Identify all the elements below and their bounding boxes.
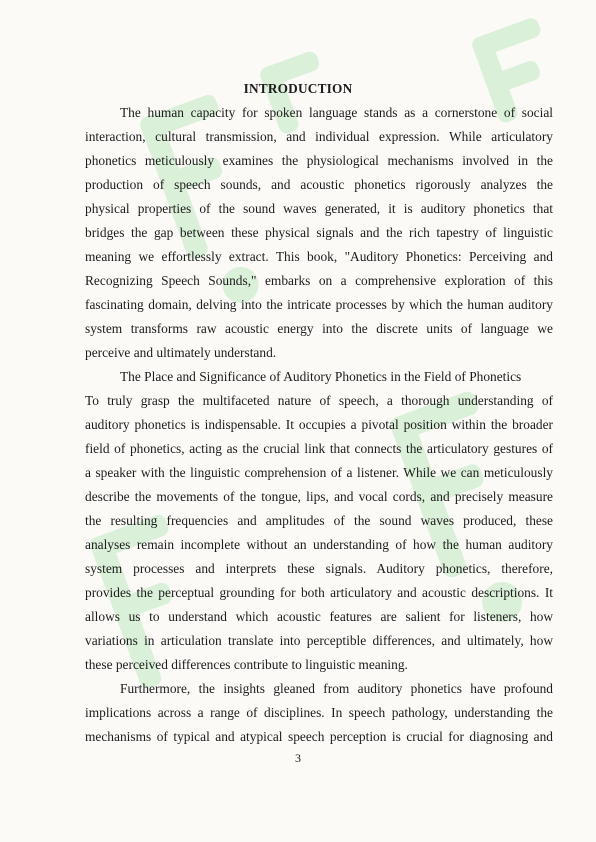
text-line: field of phonetics, acting as the crucial link that connects the articulatory gestures of (85, 441, 553, 456)
text-line: analyses remain incomplete without an understanding of how the human auditory (85, 537, 553, 552)
text-line: fascinating domain, delving into the intricate processes by which the human auditory (85, 297, 553, 312)
text-line: perceive and ultimately understand. (85, 345, 277, 360)
text-line: system processes and interprets these signals. Auditory phonetics, therefore, (85, 561, 553, 576)
section-heading: The Place and Significance of Auditory Phonetics in the Field of Phonetics (120, 369, 522, 384)
text-line: interaction, cultural transmission, and individual expression. While articulatory (85, 129, 553, 144)
text-line: system transforms raw acoustic energy into the discrete units of language we (85, 321, 553, 336)
text-line: phonetics meticulously examines the physiological mechanisms involved in the (85, 153, 553, 168)
text-line: auditory phonetics is indispensable. It occupies a pivotal position within the broader (85, 417, 553, 432)
page-number: 3 (295, 751, 301, 765)
text-line: variations in articulation translate into perceptible differences, and ultimately, how (85, 633, 553, 648)
text-line: a speaker with the linguistic comprehension of a listener. While we can meticulously (85, 465, 553, 480)
text-line: Furthermore, the insights gleaned from auditory phonetics have profound (120, 681, 553, 696)
text-line: The human capacity for spoken language stands as a cornerstone of social (120, 105, 553, 120)
text-line: describe the movements of the tongue, lips, and vocal cords, and precisely measure (85, 489, 553, 504)
text-line: production of speech sounds, and acoustic phonetics rigorously analyzes the (85, 177, 553, 192)
text-line: mechanisms of typical and atypical speech perception is crucial for diagnosing and (85, 729, 553, 744)
text-line: bridges the gap between these physical signals and the rich tapestry of linguistic (85, 225, 553, 240)
text-line: provides the perceptual grounding for both articulatory and acoustic descriptions. It (85, 585, 553, 600)
text-line: To truly grasp the multifaceted nature of speech, a thorough understanding of (85, 393, 553, 408)
page-title: INTRODUCTION (243, 81, 353, 96)
text-line: these perceived differences contribute to linguistic meaning. (85, 657, 408, 672)
text-line: implications across a range of disciplines. In speech pathology, understanding the (85, 705, 553, 720)
text-line: allows us to understand which acoustic features are salient for listeners, how (85, 609, 553, 624)
text-line: the resulting frequencies and amplitudes of the sound waves produced, these (85, 513, 553, 528)
text-line: physical properties of the sound waves generated, it is auditory phonetics that (85, 201, 553, 216)
text-line: meaning we effortlessly extract. This book, "Auditory Phonetics: Perceiving and (85, 249, 553, 264)
text-line: Recognizing Speech Sounds," embarks on a comprehensive exploration of this (85, 273, 553, 288)
